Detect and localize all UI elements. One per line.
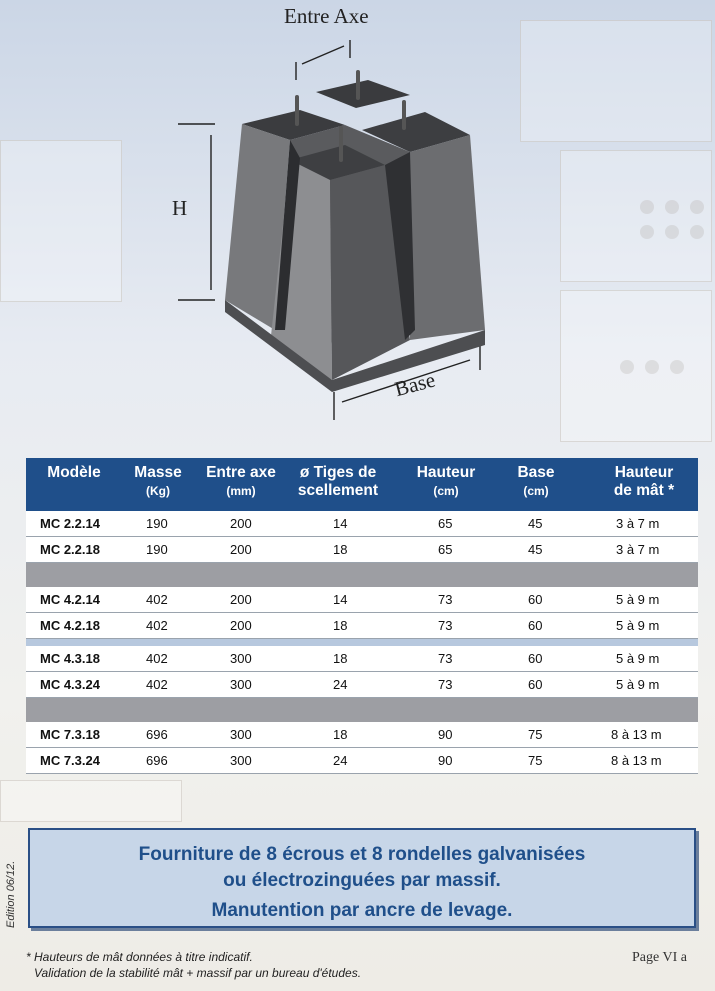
cell-entre-axe: 300 (230, 753, 252, 768)
cell-masse: 402 (146, 592, 168, 607)
cell-base: 75 (528, 727, 543, 742)
cell-masse: 190 (146, 516, 168, 531)
cell-model: MC 4.3.24 (40, 677, 100, 692)
cell-entre-axe: 300 (230, 651, 252, 666)
cell-tiges: 24 (333, 753, 348, 768)
table-row (26, 672, 698, 698)
cell-tiges: 18 (333, 651, 348, 666)
cell-hauteur: 73 (438, 677, 453, 692)
supply-note-line-2: ou électrozinguées par massif. (223, 870, 501, 891)
cell-tiges: 24 (333, 677, 348, 692)
cell-model: MC 2.2.18 (40, 542, 100, 557)
cell-hauteur: 73 (438, 651, 453, 666)
table-row (26, 613, 698, 639)
cell-base: 45 (528, 516, 543, 531)
header-entre-axe: Entre axe (mm) (206, 464, 276, 498)
header-hauteur-mat: Hauteur de mât * (613, 464, 675, 499)
table-row (26, 722, 698, 748)
cell-hauteur: 90 (438, 727, 453, 742)
table-row (26, 587, 698, 613)
cell-masse: 696 (146, 753, 168, 768)
cell-entre-axe: 200 (230, 542, 252, 557)
edition-label: Edition 06/12. (5, 860, 17, 928)
table-row (26, 748, 698, 774)
header-base: Base (cm) (517, 464, 555, 498)
table-row (26, 646, 698, 672)
cell-hauteur-mat: 5 à 9 m (616, 651, 660, 666)
cell-base: 60 (528, 677, 543, 692)
cell-entre-axe: 200 (230, 516, 252, 531)
cell-hauteur: 90 (438, 753, 453, 768)
cell-base: 60 (528, 618, 543, 633)
supply-note-box (28, 828, 696, 928)
cell-base: 75 (528, 753, 543, 768)
cell-entre-axe: 300 (230, 677, 252, 692)
group-1 (26, 511, 698, 563)
cell-tiges: 14 (333, 516, 348, 531)
header-tiges: ø Tiges de scellement (297, 464, 379, 499)
cell-model: MC 7.3.18 (40, 727, 100, 742)
cell-hauteur: 73 (438, 592, 453, 607)
page-number: Page VI a (632, 950, 687, 965)
height-label: H (172, 196, 188, 220)
group-4 (26, 722, 698, 774)
table-row (26, 537, 698, 563)
cell-masse: 402 (146, 677, 168, 692)
cell-tiges: 18 (333, 618, 348, 633)
cell-masse: 402 (146, 618, 168, 633)
group-separator (26, 563, 698, 587)
cell-hauteur: 65 (438, 516, 453, 531)
header-modele: Modèle (47, 464, 101, 481)
cell-hauteur-mat: 5 à 9 m (616, 592, 660, 607)
cell-hauteur: 65 (438, 542, 453, 557)
cell-hauteur-mat: 8 à 13 m (611, 727, 662, 742)
supply-note-line-3: Manutention par ancre de levage. (211, 900, 513, 921)
cell-tiges: 14 (333, 592, 348, 607)
cell-entre-axe: 300 (230, 727, 252, 742)
cell-entre-axe: 200 (230, 618, 252, 633)
cell-base: 45 (528, 542, 543, 557)
group-3 (26, 646, 698, 698)
cell-base: 60 (528, 592, 543, 607)
cell-model: MC 4.2.18 (40, 618, 100, 633)
cell-hauteur-mat: 3 à 7 m (616, 542, 660, 557)
cell-hauteur-mat: 3 à 7 m (616, 516, 660, 531)
cell-hauteur-mat: 5 à 9 m (616, 618, 660, 633)
cell-entre-axe: 200 (230, 592, 252, 607)
cell-masse: 190 (146, 542, 168, 557)
concrete-block-diagram (0, 0, 715, 450)
cell-tiges: 18 (333, 727, 348, 742)
table-row (26, 511, 698, 537)
group-separator (26, 698, 698, 722)
cell-model: MC 7.3.24 (40, 753, 100, 768)
base-label: Base (392, 367, 438, 402)
spec-table (26, 458, 698, 774)
entre-axe-label: Entre Axe (284, 4, 369, 28)
footnote-1: * Hauteurs de mât données à titre indicatif. (26, 950, 253, 964)
header-hauteur: Hauteur (cm) (416, 464, 476, 498)
cell-hauteur: 73 (438, 618, 453, 633)
cell-model: MC 2.2.14 (40, 516, 100, 531)
header-masse: Masse (Kg) (134, 464, 182, 498)
cell-tiges: 18 (333, 542, 348, 557)
footnote-2: Validation de la stabilité mât + massif par un bureau d'études. (34, 966, 362, 980)
cell-hauteur-mat: 8 à 13 m (611, 753, 662, 768)
cell-model: MC 4.3.18 (40, 651, 100, 666)
cell-hauteur-mat: 5 à 9 m (616, 677, 660, 692)
supply-note-line-1: Fourniture de 8 écrous et 8 rondelles galvanisées (138, 844, 586, 865)
cell-model: MC 4.2.14 (40, 592, 100, 607)
group-2 (26, 587, 698, 639)
cell-masse: 402 (146, 651, 168, 666)
cell-masse: 696 (146, 727, 168, 742)
group-separator-thin (26, 639, 698, 646)
table-header (26, 458, 698, 511)
cell-base: 60 (528, 651, 543, 666)
